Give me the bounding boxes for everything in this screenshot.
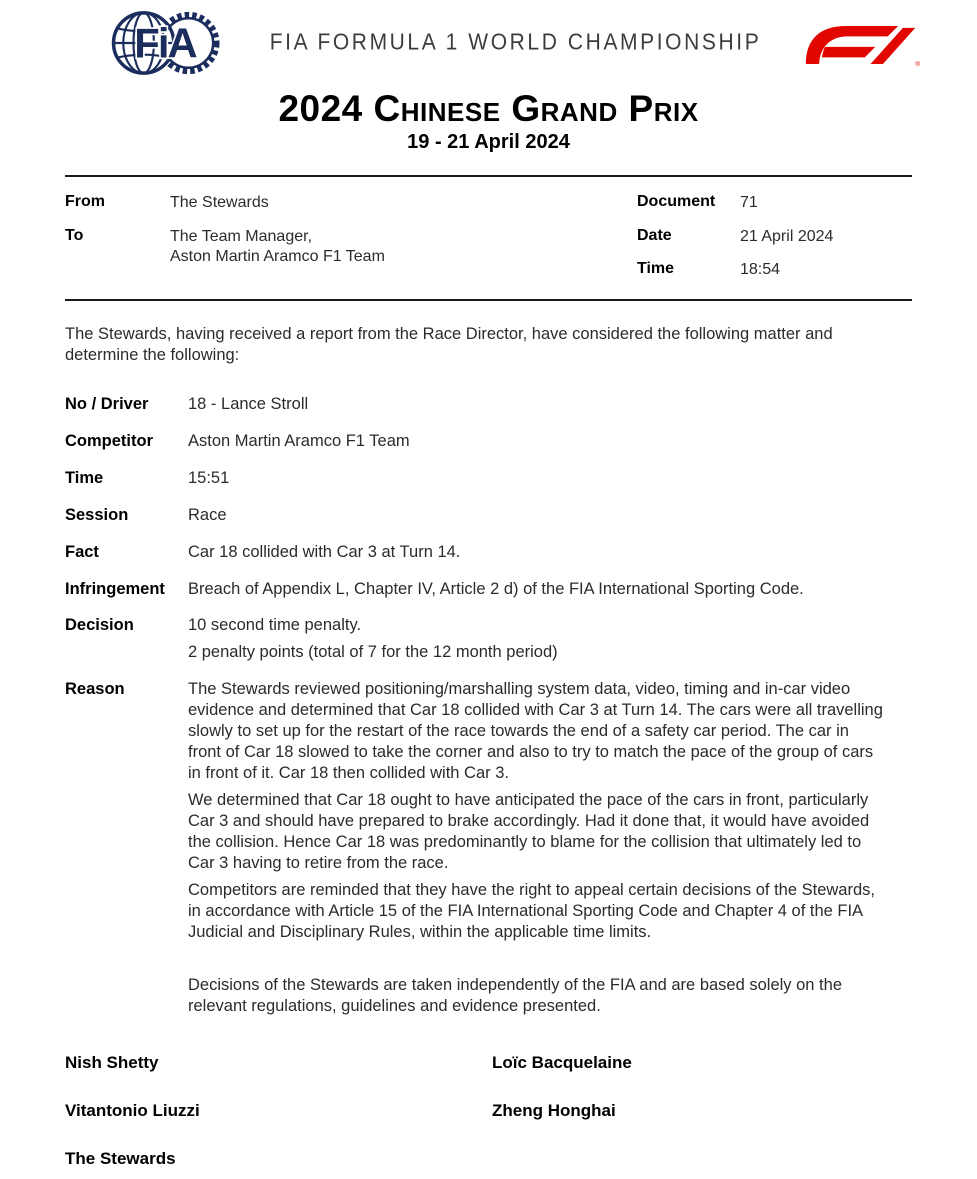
signature-row-2 <box>65 1101 912 1121</box>
championship-title: FIA FORMULA 1 WORLD CHAMPIONSHIP <box>269 30 762 55</box>
fia-logo-icon <box>105 8 229 78</box>
from-label: From <box>65 192 105 210</box>
session-label: Session <box>65 505 129 524</box>
signature-row-1 <box>65 1053 912 1073</box>
field-row-competitor <box>65 431 912 452</box>
steward-name-nish-shetty: Nish Shetty <box>65 1052 159 1072</box>
date-value: 21 April 2024 <box>740 227 834 245</box>
field-row-fact <box>65 542 912 563</box>
decision-value <box>188 615 883 663</box>
signatures-section <box>65 1053 912 1169</box>
meta-left-column <box>65 193 637 285</box>
field-row-infringement <box>65 579 912 600</box>
reason-label: Reason <box>65 680 125 699</box>
to-value-line1: The Team Manager, <box>170 227 313 245</box>
event-dates: 19 - 21 April 2024 <box>407 130 570 153</box>
to-value-line2: Aston Martin Aramco F1 Team <box>170 248 385 266</box>
reason-paragraph-2: We determined that Car 18 ought to have anticipated the pace of the cars in front, particularly Car 3 and should have prepared to brake accordingly. Had it done that, it would have avoided the collision. Hence Car 18 was predominantly to blame for the collision that ultimately led to Car 3 having to retire from the race. <box>188 791 870 872</box>
decision-fields <box>65 394 912 1017</box>
meta-row-document <box>637 193 912 214</box>
steward-name-loic-bacquelaine: Loïc Bacquelaine <box>492 1052 632 1072</box>
no-driver-label: No / Driver <box>65 394 149 413</box>
document-label: Document <box>637 192 716 210</box>
reason-paragraph-3: Competitors are reminded that they have the right to appeal certain decisions of the Stewards, in accordance with Article 15 of the FIA International Sporting Code and Chapter 4 of the FIA Judicial and Disciplinary Rules, within the applicable time limits. <box>188 880 875 941</box>
f1-registered-mark: ® <box>915 60 920 68</box>
fact-label: Fact <box>65 542 99 561</box>
field-row-decision <box>65 615 912 663</box>
steward-name-vitantonio-liuzzi: Vitantonio Liuzzi <box>65 1100 200 1120</box>
field-row-session <box>65 505 912 526</box>
field-row-time <box>65 468 912 489</box>
field-row-no-driver <box>65 394 912 415</box>
decision-line2: 2 penalty points (total of 7 for the 12 month period) <box>188 643 558 662</box>
meta-row-to <box>65 227 637 269</box>
decision-label: Decision <box>65 616 134 635</box>
reason-paragraph-1: The Stewards reviewed positioning/marshalling system data, video, timing and in-car video evidence and determined that Car 18 collided with Car 3 at Turn 14. The cars were all travelling slowly to set up for the restart of the race towards the end of a safety car period. The car in front of Car 18 slowed to take the corner and also to try to match the pace of the group of cars in front of it. Car 18 then collided with Car 3. <box>188 680 883 783</box>
fia-logo-text: FiA <box>134 19 196 67</box>
steward-name-zheng-honghai: Zheng Honghai <box>492 1100 616 1120</box>
reason-value <box>188 679 883 1016</box>
intro-paragraph: The Stewards, having received a report from the Race Director, have considered the following matter and determine the following: <box>65 324 833 364</box>
meta-row-date <box>637 227 912 248</box>
fact-value: Car 18 collided with Car 3 at Turn 14. <box>188 542 461 561</box>
f1-logo-icon <box>802 22 920 68</box>
no-driver-value: 18 - Lance Stroll <box>188 394 309 413</box>
incident-time-label: Time <box>65 468 104 487</box>
incident-time-value: 15:51 <box>188 468 230 487</box>
divider-bottom <box>65 299 912 301</box>
document-header <box>0 0 977 78</box>
infringement-value: Breach of Appendix L, Chapter IV, Article 2 d) of the FIA International Sporting Code. <box>188 579 804 598</box>
reason-paragraph-4: Decisions of the Stewards are taken independently of the FIA and are based solely on the relevant regulations, guidelines and evidence presented. <box>188 975 842 1015</box>
time-label: Time <box>637 260 675 278</box>
title-block <box>0 90 977 154</box>
to-value <box>170 227 385 269</box>
meta-row-time <box>637 260 912 281</box>
field-row-reason <box>65 679 912 1016</box>
time-value: 18:54 <box>740 261 781 279</box>
infringement-label: Infringement <box>65 579 165 598</box>
event-title: 2024 Chinese Grand Prix <box>278 88 699 129</box>
meta-row-from <box>65 193 637 214</box>
from-value: The Stewards <box>170 193 269 211</box>
signature-footer: The Stewards <box>65 1148 176 1168</box>
competitor-label: Competitor <box>65 431 153 450</box>
meta-right-column <box>637 193 912 285</box>
session-value: Race <box>188 505 227 524</box>
meta-table <box>0 177 977 299</box>
date-label: Date <box>637 226 672 244</box>
decision-line1: 10 second time penalty. <box>188 616 362 635</box>
to-label: To <box>65 226 84 244</box>
document-value: 71 <box>740 193 758 211</box>
competitor-value: Aston Martin Aramco F1 Team <box>188 431 410 450</box>
